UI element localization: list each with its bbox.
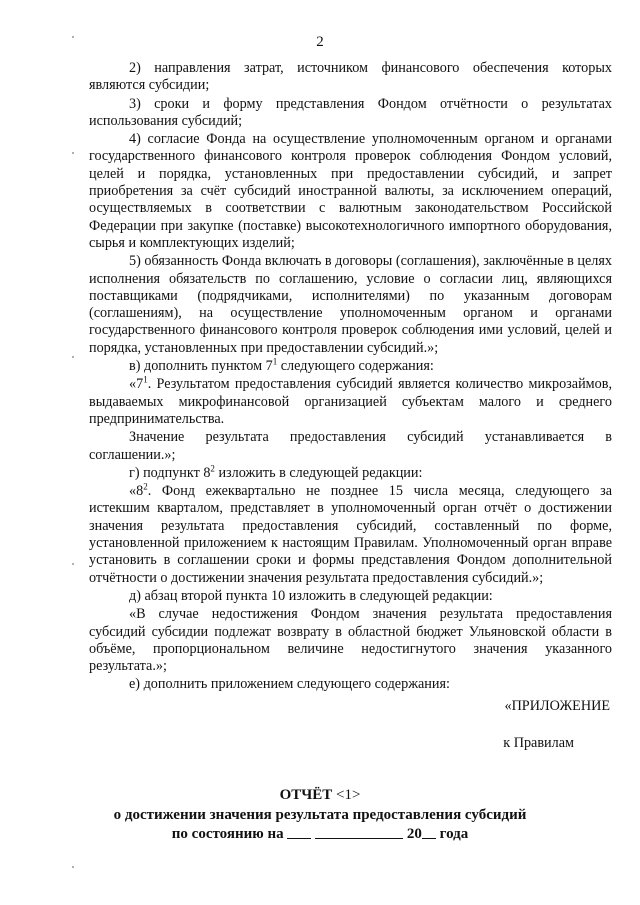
paragraph-edit-10: д) абзац второй пункта 10 изложить в следующей редакции: (129, 587, 493, 604)
scan-speck (72, 36, 74, 38)
paragraph-item-2: 2) направления затрат, источником финансового обеспечения которых являются субсидии; (89, 60, 612, 94)
paragraph-item-4: 4) согласие Фонда на осуществление уполномоченным органом и органами государственного финансового контроля проверок соблюдения Фондом условий, целей и порядка, установленных при предоставлении субсидий, и запрет приобретения за счёт субсидий иностранной валюты, за исключением операций, осуществляемых в соответствии с валютным законодательством Российской Федерации при закупке (поставке) высокотехнологичного импортного оборудования, сырья и комплектующих изделий; (89, 131, 612, 251)
appendix-label: «ПРИЛОЖЕНИЕ (504, 697, 610, 714)
page-number: 2 (316, 34, 324, 50)
paragraph-add-7-1: в) дополнить пунктом $7^1$ следующего содержания: (129, 356, 434, 375)
superscript: 2 (143, 481, 148, 492)
scan-speck (72, 152, 74, 154)
paragraph-item-3: 3) сроки и форму представления Фондом отчётности о результатах использования субсидий; (89, 95, 612, 129)
paragraph-7-1-text: «$7^1$. Результатом предоставления субсидий является количество микрозаймов, выдаваемых микрофинансовой организацией субъектам малого и среднего предпринимательства. (89, 374, 612, 427)
report-date-line: по состоянию на 20 года (171, 826, 469, 842)
scan-speck (72, 563, 74, 565)
document-body (89, 60, 612, 752)
report-subtitle: о достижении значения результата предоставления субсидий (113, 806, 527, 823)
scan-speck (72, 356, 74, 358)
superscript: 1 (143, 374, 148, 385)
month-blank (315, 825, 403, 839)
superscript: 2 (210, 463, 215, 474)
footnote-reference: <1> (336, 787, 361, 803)
year-blank (422, 825, 436, 839)
paragraph-8-2-text: «$8^2$. Фонд ежеквартально не позднее 15 числа месяца, следующего за истекшим кварталом, представляет в уполномоченный орган отчёт о достижении значения результата предоставления субсидий, составленный по форме, установленной приложением к настоящим Правилам. Уполномоченный орган вправе установить в соглашении сроки и формы представления Фондом дополнительной отчётности о достижении значения результата предоставления субсидий.»; (89, 481, 612, 586)
superscript: 1 (272, 356, 278, 367)
paragraph-add-appendix: е) дополнить приложением следующего содержания: (129, 676, 450, 693)
report-header (0, 786, 640, 845)
appendix-to-rules: к Правилам (503, 734, 574, 751)
scan-speck (72, 866, 74, 868)
paragraph-value-in-agreement: Значение результата предоставления субсидий устанавливается в соглашении.»; (89, 429, 612, 463)
day-blank (287, 825, 311, 839)
report-title: ОТЧЁТ <1> (279, 787, 361, 803)
paragraph-10-text: «В случае недостижения Фондом значения результата предоставления субсидий субсидии подлежат возврату в областной бюджет Ульяновской области в объёме, пропорциональном величине недостигнутого значения указанного результата.»; (89, 606, 612, 675)
paragraph-item-5: 5) обязанность Фонда включать в договоры (соглашения), заключённые в целях исполнения обязательств по соглашению, условие о согласии лиц, являющихся поставщиками (подрядчиками, исполнителями) по указанным договорам (соглашениям), на осуществление уполномоченным органом и органами государственного финансового контроля проверок соблюдения ими условий, целей и порядка, установленных при предоставлении субсидий.»; (89, 253, 612, 356)
paragraph-edit-8-2: г) подпункт $8^2$ изложить в следующей редакции: (129, 463, 423, 481)
